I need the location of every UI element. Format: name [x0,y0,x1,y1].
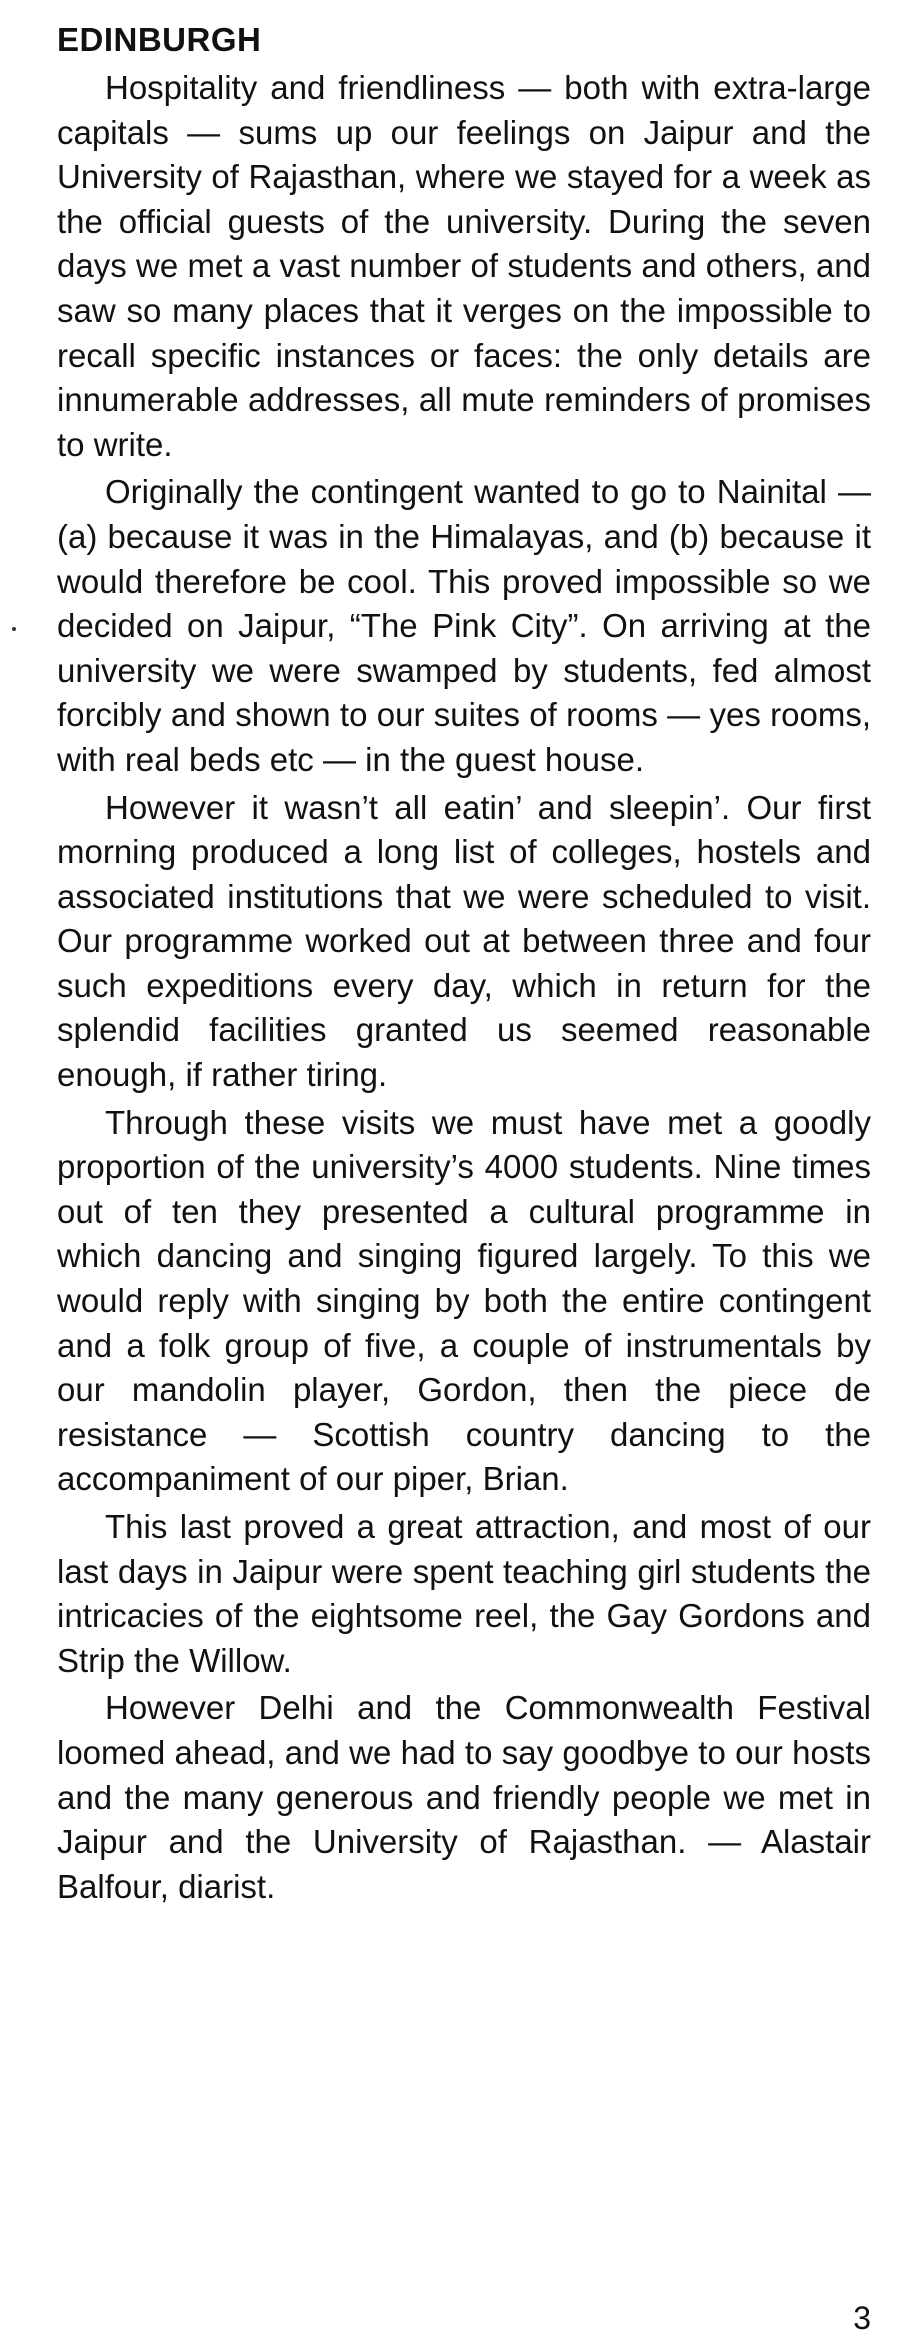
paragraph-6: However Delhi and the Commonwealth Festival loomed ahead, and we had to say goodbye to our hosts and the many generous and friendly people we met in Jaipur and the University of Rajasthan. — Alastair Balfour, diarist. [57,1689,871,1905]
paragraph-1: Hospitality and friendliness — both with extra-large capitals — sums up our feelings on Jaipur and the University of Rajasthan, where we stayed for a week as the official guests of the university. During the seven days we met a vast number of students and others, and saw so many places that it verges on the impossible to recall specific instances or faces: the only details are innumerable addresses, all mute reminders of promises to write. [57,69,871,463]
paragraph-4: Through these visits we must have met a goodly proportion of the university’s 4000 students. Nine times out of ten they presented a cultural programme in which dancing and singing figured largely. To this we would reply with singing by both the entire contingent and a folk group of five, a couple of instrumentals by our mandolin player, Gordon, then the piece de resistance — Scottish country dancing to the accompaniment of our piper, Brian. [57,1103,871,1498]
scan-speck [12,627,16,631]
paragraph-5: This last proved a great attraction, and most of our last days in Jaipur were spent teaching girl students the intricacies of the eightsome reel, the Gay Gordons and Strip the Willow. [57,1508,871,1679]
paragraph-2: Originally the contingent wanted to go to Nainital — (a) because it was in the Himalayas, and (b) because it would therefore be cool. This proved impossible so we decided on Jaipur, “The Pink City”. On arriving at the university we were swamped by students, fed almost forcibly and shown to our suites of rooms — yes rooms, with real beds etc — in the guest house. [57,473,871,778]
article-heading: EDINBURGH [57,21,262,58]
page-number: 3 [853,2300,871,2336]
paragraph-3: However it wasn’t all eatin’ and sleepin’. Our first morning produced a long list of colleges, hostels and associated institutions that we were scheduled to visit. Our programme worked out at between three and four such expeditions every day, which in return for the splendid facilities granted us seemed reasonable enough, if rather tiring. [57,788,871,1094]
article [57,18,871,2336]
